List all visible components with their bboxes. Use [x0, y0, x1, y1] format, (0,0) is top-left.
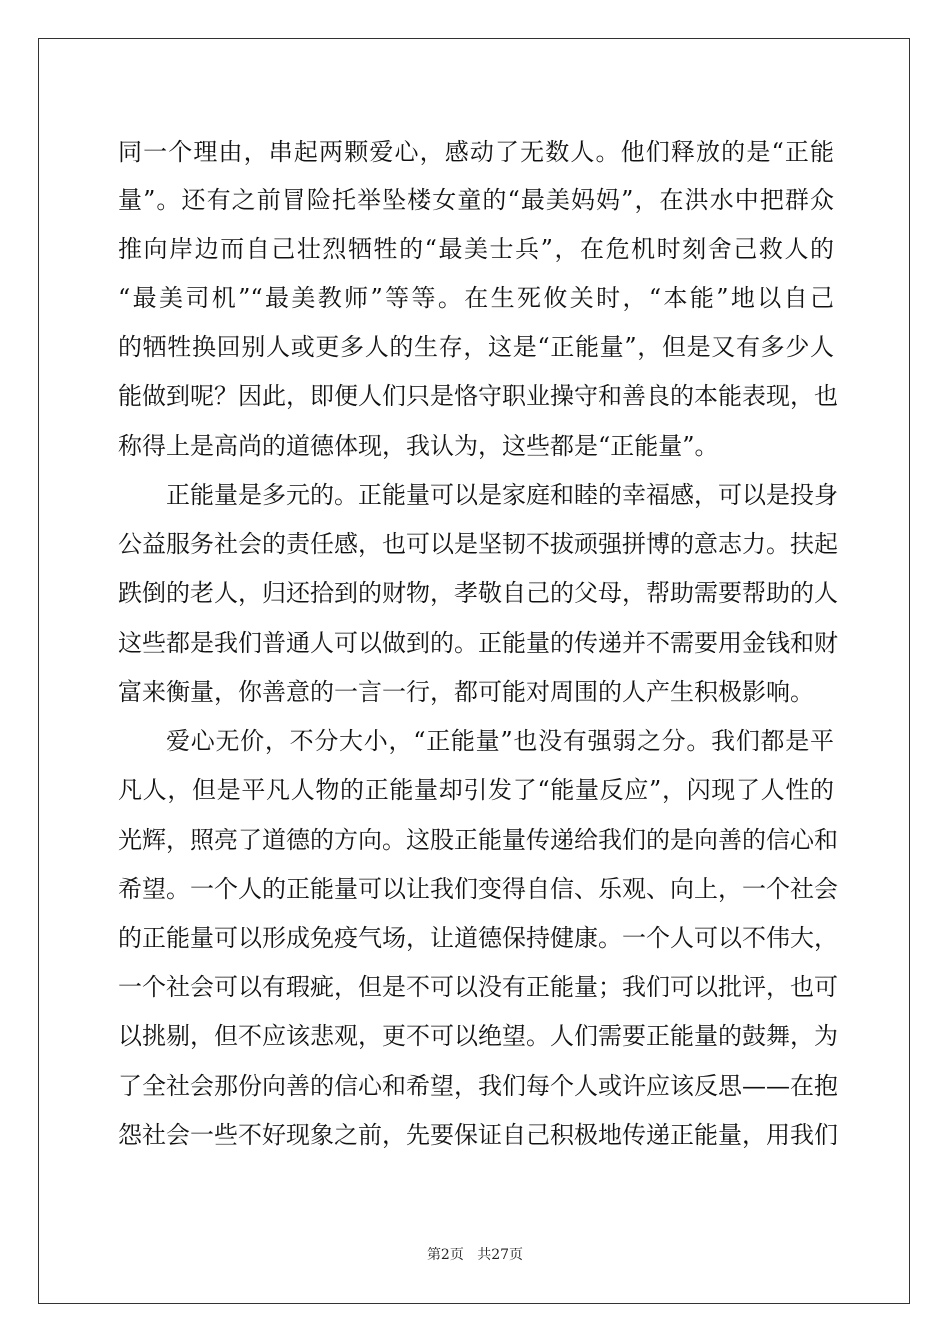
page-footer: [0, 1246, 950, 1264]
text-line: 推向岸边而自己壮烈牺牲的“最美士兵”，在危机时刻舍己救人的: [118, 235, 834, 263]
text-line: 怨社会一些不好现象之前，先要保证自己积极地传递正能量，用我们: [118, 1121, 838, 1149]
text-line: 同一个理由，串起两颗爱心，感动了无数人。他们释放的是“正能: [118, 138, 834, 166]
paragraph-first-line: 正能量是多元的。正能量可以是家庭和睦的幸福感，可以是投身: [166, 481, 838, 509]
text-line: 公益服务社会的责任感，也可以是坚韧不拔顽强拼博的意志力。扶起: [118, 530, 838, 558]
page-border: [38, 38, 910, 1304]
paragraph-first-line: 爱心无价，不分大小，“正能量”也没有强弱之分。我们都是平: [166, 727, 834, 755]
text-line: 富来衡量，你善意的一言一行，都可能对周围的人产生积极影响。: [118, 678, 814, 706]
text-line: 一个社会可以有瑕疵，但是不可以没有正能量；我们可以批评，也可: [118, 973, 838, 1001]
text-line: 量”。还有之前冒险托举坠楼女童的“最美妈妈”，在洪水中把群众: [118, 186, 834, 214]
text-line: 希望。一个人的正能量可以让我们变得自信、乐观、向上，一个社会: [118, 875, 838, 903]
text-line: 了全社会那份向善的信心和希望，我们每个人或许应该反思——在抱: [118, 1072, 838, 1100]
text-line: 凡人，但是平凡人物的正能量却引发了“能量反应”，闪现了人性的: [118, 776, 834, 804]
page-number: 第2页: [426, 1247, 464, 1263]
text-line: 光辉，照亮了道德的方向。这股正能量传递给我们的是向善的信心和: [118, 826, 838, 854]
text-line: 以挑剔，但不应该悲观，更不可以绝望。人们需要正能量的鼓舞，为: [118, 1022, 838, 1050]
text-line: “最美司机”“最美教师”等等。在生死攸关时，“本能”地以自己: [118, 284, 834, 312]
text-line: 的正能量可以形成免疫气场，让道德保持健康。一个人可以不伟大，: [118, 924, 838, 952]
text-line: 能做到呢？因此，即便人们只是恪守职业操守和善良的本能表现，也: [118, 382, 838, 410]
total-pages: 共27页: [477, 1247, 524, 1263]
text-line: 跌倒的老人，归还拾到的财物，孝敬自己的父母，帮助需要帮助的人: [118, 579, 838, 607]
text-line: 的牺牲换回别人或更多人的生存，这是“正能量”，但是又有多少人: [118, 333, 834, 361]
text-line: 称得上是高尚的道德体现，我认为，这些都是“正能量”。: [118, 432, 719, 460]
text-line: 这些都是我们普通人可以做到的。正能量的传递并不需要用金钱和财: [118, 629, 838, 657]
